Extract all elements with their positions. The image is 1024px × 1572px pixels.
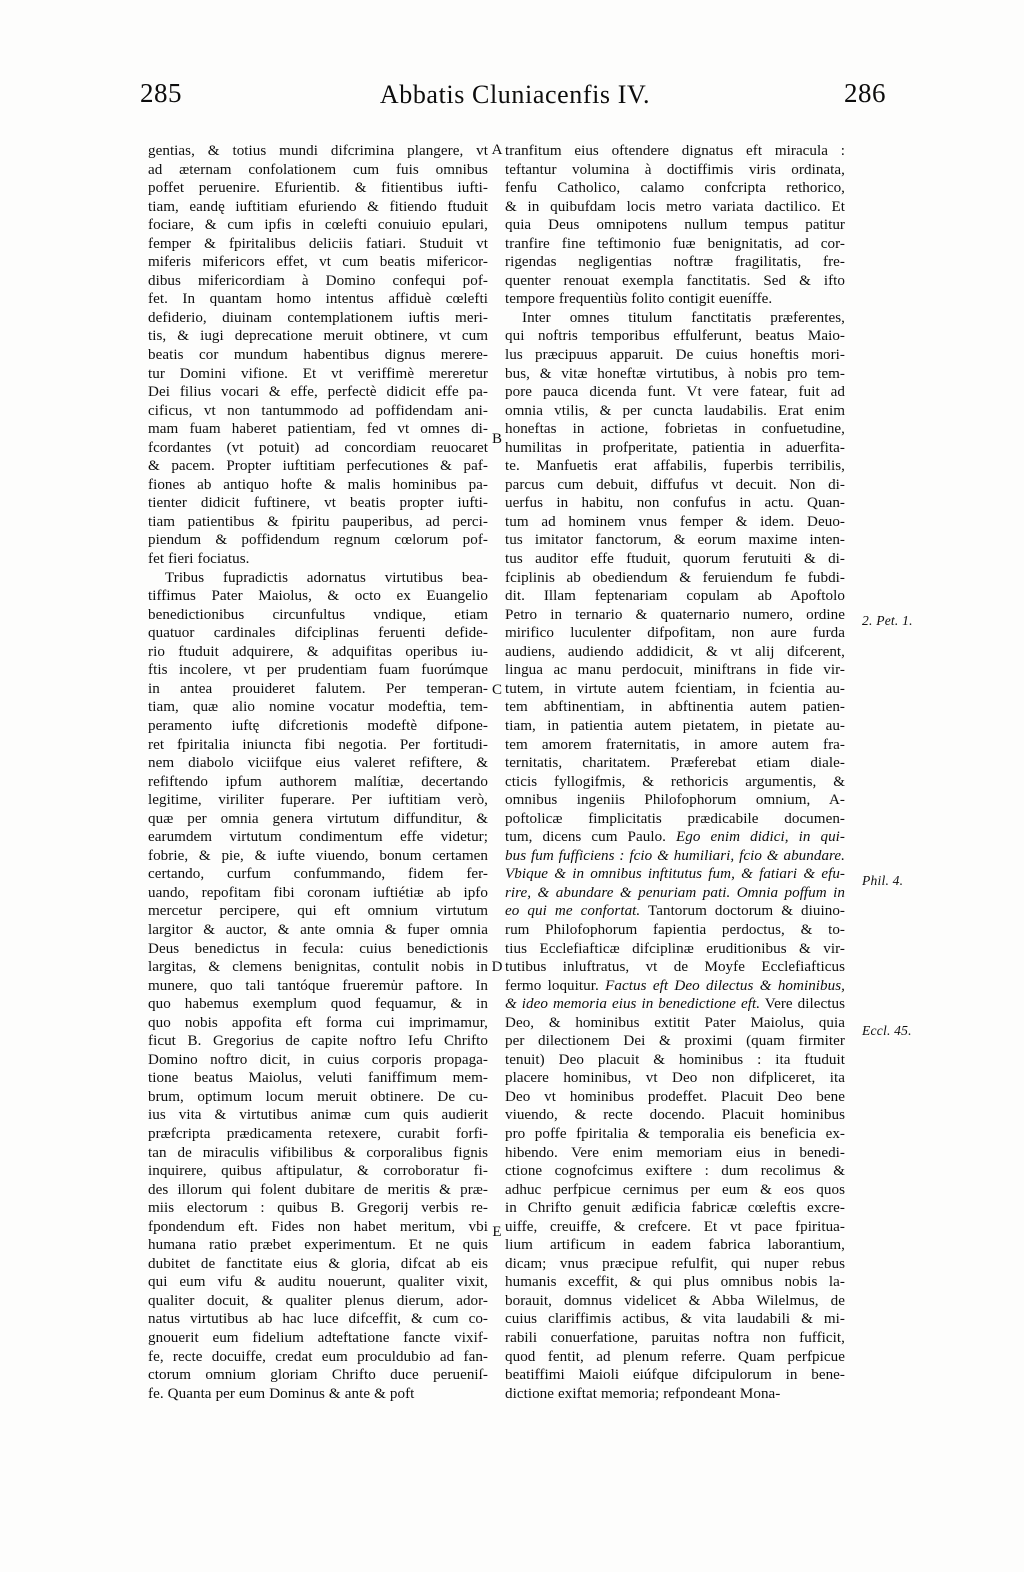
text-line: fiones ab antiquo hofte & malis hominibus pa- xyxy=(148,476,488,493)
text-line: hibendo. Vere enim memoriam eius in benedi- xyxy=(505,1144,845,1161)
text-line: dit. Illam feptenariam copulam ab Apoftolo xyxy=(505,588,845,605)
text-line: lus præcipuus apparuit. De cuius honeftis mori- xyxy=(505,347,845,364)
text-line: tur Domini vifione. Et vt veriffimè mereretur xyxy=(148,365,488,382)
margin-letter-e: E xyxy=(492,1224,502,1240)
text-line: tis, & iugi deprecatione meruit obtinere, vt cum xyxy=(148,328,488,345)
text-line: fe, recte docuiffe, credat eum proculdubio ad fan- xyxy=(148,1348,488,1365)
text-line: Domino noftro dicit, in cuius corporis propaga- xyxy=(148,1051,488,1068)
text-line: ctorum omnium gloriam Chrifto duce perueniſ- xyxy=(148,1367,488,1384)
text-line: Deus benedictus in fecula: cuius benedictionis xyxy=(148,940,488,957)
text-line: rigendas negligentias noftræ fragilitatis, fre- xyxy=(505,254,845,271)
text-line: placere hominibus, vt Deo non difpliceret, ita xyxy=(505,1070,845,1087)
margin-letter-c: C xyxy=(491,682,502,698)
text-line: & ideo memoria eius in benedictione eft. Vere dilectus xyxy=(505,996,845,1013)
text-line: humana ratio præbet experimentum. Et ne quis xyxy=(148,1237,488,1254)
text-line: tus auditor effe ftuduit, quorum ferutuiti & di- xyxy=(505,551,845,568)
text-line: ftis incolere, vt per prudentiam fuam fuorúmque xyxy=(148,662,488,679)
text-line: bus, & vitæ honeftæ virtutibus, à nobis pro tem- xyxy=(505,365,845,382)
text-line: ad æternam confolationem cum fuis omnibus xyxy=(148,161,488,178)
text-line: defiderio, diuinam contemplationem iuftis meri- xyxy=(148,309,488,326)
text-line: fenfu Catholico, calamo confcripta rethorico, xyxy=(505,180,845,197)
text-line: tienter didicit fuftinere, vt beatis propter iufti- xyxy=(148,495,488,512)
text-line: uerfus in habitu, non confufus in actu. Quan- xyxy=(505,495,845,512)
text-line: rire, & abundare & penuriam pati. Omnia poffum in xyxy=(505,884,845,901)
text-line: & in quibufdam locis metro variata dactilico. Et xyxy=(505,198,845,215)
text-line: mercetur percipere, qui eft omnium virtutum xyxy=(148,903,488,920)
text-line: ius vita & virtutibus animæ cum quis audierit xyxy=(148,1107,488,1124)
text-line: rum Philofophorum fapientia perdoctus, & to- xyxy=(505,921,845,938)
text-line: fobrie, & pie, & iufte viuendo, bonum certamen xyxy=(148,847,488,864)
text-line: Dei filius vocari & effe, perfectè didicit effe pa- xyxy=(148,384,488,401)
text-line: tiam, in patientia autem pietatem, in pietate au- xyxy=(505,717,845,734)
text-line: tan de miraculis vifibilibus & corporalibus fignis xyxy=(148,1144,488,1161)
text-line: omnibus ingeniis Philofophorum omnium, A- xyxy=(505,792,845,809)
text-line: adhuc perfpicue cernimus per eum & eos quos xyxy=(505,1181,845,1198)
text-line: ctione cognofcimus exiftere : dum recolimus & xyxy=(505,1163,845,1180)
text-line: audiens, audiendo addidicit, & vt alij difcerent, xyxy=(505,643,845,660)
text-line: viuendo, & recte docendo. Placuit hominibus xyxy=(505,1107,845,1124)
text-line: largitor & auctor, & ante omnia & fuper omnia xyxy=(148,921,488,938)
text-line: Petro in ternario & quaternario numero, ordine xyxy=(505,606,845,623)
text-line: humilitas in profperitate, patientia in aduerfita- xyxy=(505,439,845,456)
text-line: uiffe, creuiffe, & crefcere. Et vt pace fpiritua- xyxy=(505,1218,845,1235)
text-line: eo qui me confortat. Tantorum doctorum & diuino- xyxy=(505,903,845,920)
text-line: beatiffimi Maioli eiúfque difcipulorum in bene- xyxy=(505,1367,845,1384)
text-line: tranfire fine teftimonio fuæ benignitatis, ad cor- xyxy=(505,235,845,252)
text-line: rabili conuerfatione, paruitas noftra non fufficit, xyxy=(505,1330,845,1346)
text-line: fciplinis ab obediendum & feruiendum fe fubdi- xyxy=(505,569,845,586)
text-line: tiffimus Pater Maiolus, & octo ex Euangelio xyxy=(148,588,488,605)
margin-letter-b: B xyxy=(491,431,502,447)
text-line: tenuit) Deo placuit & hominibus : ita ftuduit xyxy=(505,1051,845,1068)
text-line: tranfitum eius oftendere dignatus eft miracula : xyxy=(505,143,845,159)
text-line: tem abftinentiam, in abftinentia autem patien- xyxy=(505,699,845,716)
text-line: natus virtutibus ab hac luce difceffit, & cum co- xyxy=(148,1311,488,1328)
text-line: miis electorum : quibus B. Gregorij verbis re- xyxy=(148,1200,488,1217)
text-line: fe. Quanta per eum Dominus & ante & poft xyxy=(148,1385,415,1402)
text-line: quo nobis appofita eft forma cui imprimamur, xyxy=(148,1014,488,1031)
text-line: & pacem. Propter iuftitiam perfecutiones & paf- xyxy=(148,458,488,475)
folio-number-left: 285 xyxy=(140,78,182,108)
text-line: fociare, & cum ipfis in cœlefti conuiuio epulari, xyxy=(148,217,488,234)
text-line: præfcripta prædicamenta retexere, curabit forfi- xyxy=(148,1125,488,1142)
text-column-left xyxy=(148,142,488,1403)
text-line: benedictionibus circunfultus vndique, etiam xyxy=(148,606,488,623)
text-line: largitas, & clemens benignitas, contulit nobis in xyxy=(148,959,488,976)
text-line: quo habemus exemplum quod fequamur, & in xyxy=(148,996,488,1013)
text-line: mam fuam haberet patientiam, fed vt omnes di- xyxy=(148,421,488,438)
folio-number-right: 286 xyxy=(844,78,886,108)
text-line: tempore frequentiùs folito contigit eueníffe. xyxy=(505,291,773,308)
text-line: cificus, vt non tantummodo ad poffidendam ani- xyxy=(148,402,488,419)
text-line: poffet peruenire. Efurientib. & fitientibus iufti- xyxy=(148,180,488,197)
text-line: refiftendo ipfum authorem malítiæ, decertando xyxy=(148,773,488,790)
text-line: fet fieri fociatus. xyxy=(148,551,250,568)
text-line: borauit, domnus videlicet & Abba Wilelmus, de xyxy=(505,1292,845,1309)
text-line: ret fpiritalia iniuncta fibi negotia. Per fortitudi- xyxy=(148,736,488,753)
margin-letter-d: D xyxy=(491,959,503,975)
text-line: dictione exiftat memoria; refpondeant Mona- xyxy=(505,1385,781,1402)
text-line: quæ per omnia genera virtutum diffunditur, & xyxy=(148,810,488,827)
text-line: fpondendum eft. Fides non habet meritum, vbi xyxy=(148,1218,488,1235)
text-line: certando, curfum confummando, fidem fer- xyxy=(148,866,488,883)
text-line: lium artificum in eadem fabrica laborantium, xyxy=(505,1237,845,1254)
text-line: Deo, & hominibus extitit Pater Maiolus, quia xyxy=(505,1014,845,1031)
text-line: ficut B. Gregorius de capite noftro Iefu Chrifto xyxy=(148,1033,488,1050)
text-line: honeftas in actione, fobrietas in confuetudine, xyxy=(505,421,845,438)
text-line: poftolicæ fimplicitatis prædicabile documen- xyxy=(505,810,845,827)
text-line: femper & fpiritalibus deliciis fatiari. Studuit vt xyxy=(148,235,488,252)
text-line: tiam, eandę iuftitiam efuriendo & fitiendo ftuduit xyxy=(148,198,488,215)
text-line: uando, repofitam fibi coronam iuftiétiæ ab ipfo xyxy=(148,884,488,901)
text-line: pro poffe fpiritalia & temporalia eis beneficia ex- xyxy=(505,1125,845,1142)
text-line: ternitatis, charitatem. Præferebat etiam diale- xyxy=(505,755,845,772)
text-line: tus imitator fanctorum, & eorum maxime inten- xyxy=(505,532,845,549)
text-line: quatuor cardinales difciplinas feruenti defide- xyxy=(148,625,488,642)
text-line: inquirere, quibus aftipulatur, & corroboratur fi- xyxy=(148,1163,488,1180)
text-line: tum ad hominem vnus femper & idem. Deuo- xyxy=(505,513,845,530)
text-line: fcordantes (vt potuit) ad concordiam reuocaret xyxy=(148,439,488,456)
text-line: earumdem virtutum condimentum effe videtur; xyxy=(148,829,488,846)
text-line: bus fum fufficiens : fcio & humiliari, fcio & abundare. xyxy=(505,847,845,864)
running-head xyxy=(120,78,910,120)
marginal-citation: 2. Pet. 1. xyxy=(862,613,913,628)
text-line: nem diabolo viciifque eius valeret refiftere, & xyxy=(148,755,488,772)
text-line: te. Manfuetis erat affabilis, fuperbis terribilis, xyxy=(505,458,845,475)
text-line: quod fentit, ad plenum referre. Quam perfpicue xyxy=(505,1348,845,1365)
text-line: quia Deus omnipotens nullum tempus patitur xyxy=(505,217,845,234)
text-line: cticis fyllogifmis, & rethoricis argumentis, & xyxy=(505,773,845,790)
text-line: gentias, & totius mundi difcrimina plangere, vt xyxy=(148,143,488,159)
text-line: tum, dicens cum Paulo. Ego enim didici, in qui- xyxy=(505,829,846,846)
text-line: dubitet de fanctitate eius & gloria, difcat ab eis xyxy=(148,1255,488,1272)
text-line: per dilectionem Dei & proximi (quam firmiter xyxy=(505,1033,845,1050)
text-line: brum, optimum locum meruit obtinere. De cu- xyxy=(148,1088,488,1105)
page-title: Abbatis Cluniacenfis IV. xyxy=(379,80,651,109)
text-line: pore pauca dicenda funt. Vt vere fatear, fuit ad xyxy=(505,384,845,401)
text-line: Inter omnes titulum fanctitatis præferentes, xyxy=(522,309,845,326)
text-line: des illorum qui folent dubitare de meritis & præ- xyxy=(148,1181,488,1198)
text-line: cuius clariffimis actibus, & vita laudabili & mi- xyxy=(505,1311,845,1328)
marginal-citation: Eccl. 45. xyxy=(862,1023,912,1038)
text-line: tutibus inluftratus, vt de Moyfe Ecclefiafticus xyxy=(505,959,845,976)
text-line: tione beatus Maiolus, veluti faniffimum mem- xyxy=(148,1070,488,1087)
text-line: tiam patientibus & fpiritu pauperibus, ad perci- xyxy=(148,513,488,530)
text-line: tem amorem fraternitatis, in amore autem fra- xyxy=(505,736,845,753)
text-line: qui eum vifu & auditu nouerunt, qualiter vixit, xyxy=(148,1274,488,1291)
text-line: lingua ac manu perdocuit, miniftrans in fide vir- xyxy=(505,662,845,679)
text-line: piendum & poffidendum regnum cœlorum pof- xyxy=(148,532,488,549)
text-line: dicam; vnus præcipue refulfit, qui nuper rebus xyxy=(505,1255,845,1272)
text-line: fet. In quantam homo intentus affiduè cœlefti xyxy=(148,291,488,308)
text-line: rio ftuduit adquirere, & adquifitas operibus iu- xyxy=(148,643,488,660)
text-line: in antea prouideret falutem. Per temperan- xyxy=(148,680,488,697)
text-line: in Chrifto genuit ædificia fabricæ cœleftis excre- xyxy=(505,1200,845,1217)
text-line: Tribus fupradictis adornatus virtutibus bea- xyxy=(165,569,488,586)
text-line: Deo vt hominibus prodeffet. Placuit Deo bene xyxy=(505,1088,845,1105)
text-line: gnouerit eum fidelium adteftatione fancte vixif- xyxy=(148,1330,488,1346)
text-line: omnia vtilis, & per cuncta laudabilis. Erat enim xyxy=(505,402,845,419)
text-line: tius Ecclefiafticæ difciplinæ eruditionibus & vir- xyxy=(505,940,845,957)
text-line: qualiter docuit, & qualiter plenus dierum, ador- xyxy=(148,1292,488,1309)
marginal-citation: Phil. 4. xyxy=(862,873,904,888)
text-line: Vbique & in omnibus inftitutus fum, & fatiari & efu- xyxy=(505,866,845,883)
margin-letter-a: A xyxy=(491,142,503,158)
text-column-right xyxy=(505,142,845,1403)
text-line: fermo loquitur. Factus eft Deo dilectus & hominibus, xyxy=(505,977,845,994)
text-line: tiam, quæ alio nomine vocatur modeftia, tem- xyxy=(148,699,488,716)
text-line: miferis mifericors effet, vt cum beatis mifericor- xyxy=(148,254,488,271)
text-line: dibus mifericordiam à Domino confequi pof- xyxy=(148,272,488,289)
text-line: quenter renouat exempla fanctitatis. Sed & ifto xyxy=(505,272,845,289)
text-line: legitime, viriliter fuperare. Per iuftitiam verò, xyxy=(148,792,488,809)
text-line: munere, quo tali tantóque frueremu̇r paftore. In xyxy=(148,977,488,994)
text-line: teftantur volumina à doctiffimis viris ordinata, xyxy=(505,161,845,178)
text-line: peramento iuftę difcretionis modeftè difpone- xyxy=(148,717,488,734)
text-line: qui noftris temporibus effulferunt, beatus Maio- xyxy=(505,328,845,345)
text-line: humanis exceffit, & qui plus omnibus nobis la- xyxy=(505,1274,845,1291)
text-line: parcus cum debuit, diffufus vt decuit. Non di- xyxy=(505,476,845,493)
text-line: mirifico luculenter difpofitam, non aure furda xyxy=(505,625,845,642)
text-line: tutem, in virtute autem fcientiam, in fcientia au- xyxy=(505,680,845,697)
text-line: beatis cor mundum habentibus dignus merere- xyxy=(148,347,488,364)
